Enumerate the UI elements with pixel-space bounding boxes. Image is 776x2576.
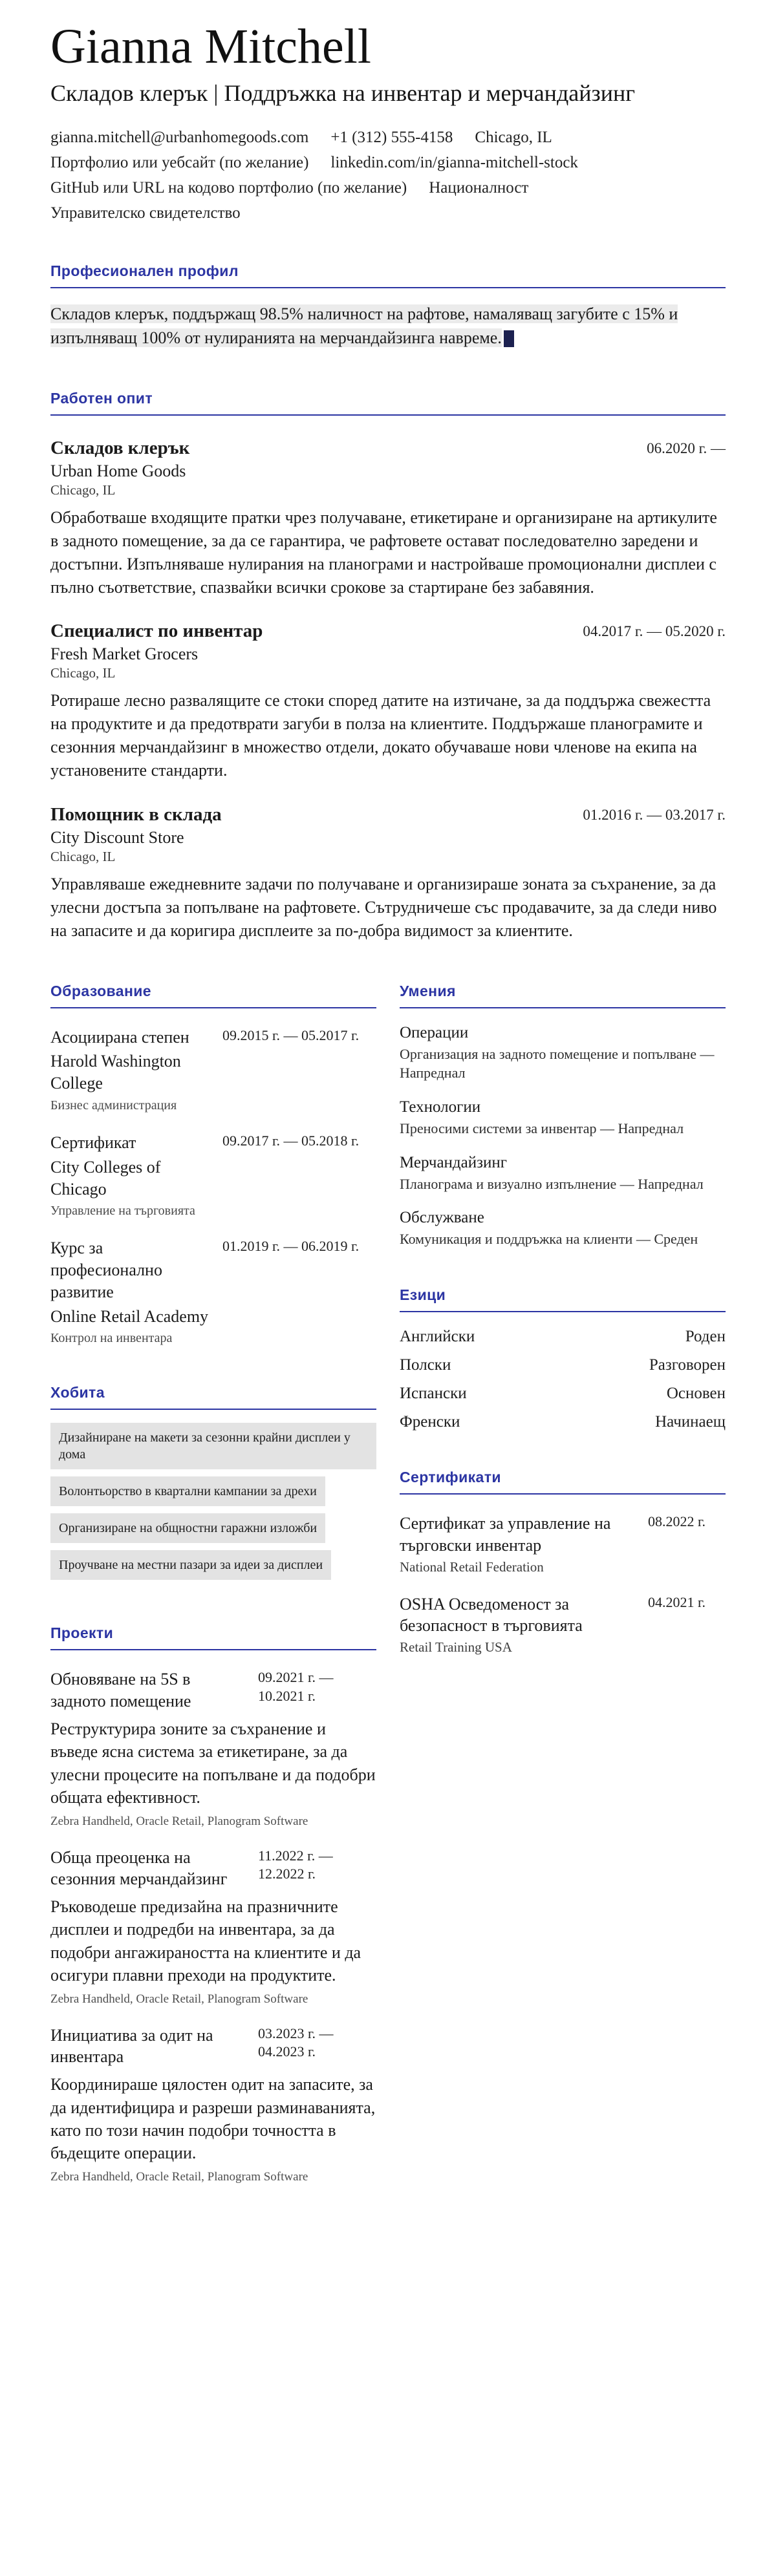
job-head: [50, 438, 726, 459]
job-dates: 01.2016 г. — 03.2017 г.: [583, 806, 726, 823]
hobbies-heading: Хобита: [50, 1384, 376, 1410]
language-name: Английски: [400, 1327, 475, 1345]
right-column: [400, 983, 726, 1656]
job-location: Chicago, IL: [50, 482, 116, 498]
language-name: Испански: [400, 1384, 467, 1402]
contact-email: gianna.mitchell@urbanhomegoods.com: [50, 129, 309, 147]
language-row: [400, 1385, 726, 1403]
person-name: Gianna Mitchell: [50, 19, 371, 74]
certification-date: 08.2022 г.: [648, 1513, 706, 1529]
language-level: Начинаещ: [655, 1412, 726, 1431]
job-location: Chicago, IL: [50, 848, 116, 864]
job-title: Складов клерък: [50, 437, 190, 458]
job-description: Обработваше входящите пратки чрез получаване, етикетиране и организиране на артикулите в задното помещение, за да се гарантира, че рафтовете остават последователно заредени и достъпни. Изпълняваше нулирания на планограми и настройваше промоционални дисплеи с пълно съответствие, спазвайки всички срокове за стартиране без забавяния.: [50, 507, 717, 597]
project-head: [50, 1668, 376, 1712]
language-level: Роден: [685, 1327, 726, 1345]
job-company: Urban Home Goods: [50, 461, 186, 480]
project-dates: 03.2023 г. — 04.2023 г.: [258, 2025, 334, 2060]
section-education: [50, 983, 376, 1347]
education-main: [50, 1132, 211, 1219]
resume-header: [50, 19, 726, 222]
job-dates: 06.2020 г. —: [647, 440, 726, 456]
certification-entry: [400, 1513, 726, 1575]
language-row: [400, 1413, 726, 1431]
job-company: City Discount Store: [50, 827, 184, 847]
section-experience: [50, 390, 726, 942]
profile-text-selected[interactable]: Складов клерък, поддържащ 98.5% наличност на рафтове, намаляващ загубите с 15% и изпълняващ 100% от нулиранията на мерчандайзинга навреме.: [50, 304, 678, 347]
language-list: [400, 1328, 726, 1431]
section-hobbies: [50, 1384, 376, 1587]
skill-entry: [400, 1154, 726, 1194]
education-degree: Курс за професионално развитие: [50, 1239, 162, 1301]
job-location: Chicago, IL: [50, 665, 116, 681]
certification-issuer: Retail Training USA: [400, 1639, 512, 1655]
language-level: Основен: [666, 1384, 726, 1402]
contact-linkedin: linkedin.com/in/gianna-mitchell-stock: [330, 154, 578, 172]
experience-heading: Работен опит: [50, 390, 726, 416]
education-degree: Асоциирана степен: [50, 1027, 189, 1047]
contact-row: [50, 179, 726, 197]
contact-location: Chicago, IL: [475, 129, 552, 147]
certification-date: 04.2021 г.: [648, 1593, 706, 1610]
skill-detail: Планограма и визуално изпълнение — Напреднал: [400, 1175, 704, 1192]
projects-heading: Проекти: [50, 1624, 376, 1650]
skill-category: Обслужване: [400, 1209, 484, 1227]
education-school: Harold Washington College: [50, 1052, 181, 1093]
contact-nationality-label: Националност: [429, 179, 529, 197]
hobby-chip: Дизайниране на макети за сезонни крайни дисплеи у дома: [50, 1423, 376, 1469]
project-head: [50, 2025, 376, 2069]
project-title: Обновяване на 5S в задното помещение: [50, 1670, 191, 1711]
job-head: [50, 621, 726, 642]
contact-portfolio-label: Портфолио или уебсайт (по желание): [50, 154, 309, 172]
education-dates: 09.2015 г. — 05.2017 г.: [222, 1027, 360, 1043]
education-entry: [50, 1132, 376, 1219]
skill-entry: [400, 1209, 726, 1249]
project-dates: 11.2022 г. — 12.2022 г.: [258, 1847, 333, 1882]
job-title: Помощник в склада: [50, 804, 222, 825]
profile-text[interactable]: [50, 303, 726, 350]
contact-phone: +1 (312) 555-4158: [330, 129, 453, 147]
profile-heading: Професионален профил: [50, 262, 726, 288]
text-cursor: [504, 330, 514, 347]
skill-entry: [400, 1098, 726, 1138]
certifications-heading: Сертификати: [400, 1469, 726, 1495]
project-entry: [50, 1668, 376, 1828]
contact-row: [50, 204, 726, 222]
hobby-list: [50, 1423, 376, 1587]
two-column-area: [50, 983, 726, 2184]
job-entry: [50, 438, 726, 599]
job-entry: [50, 621, 726, 782]
job-description: Ротираше лесно развалящите се стоки според датите на изтичане, за да поддържа свежестта на продуктите и да предотврати загуби в полза на клиентите. Поддържаше планограмите и сезонния мерчандайзинг в множество отдели, докато обучаваше нови членове на екипа на установените стандарти.: [50, 691, 711, 780]
job-entry: [50, 804, 726, 942]
skill-detail: Преносими системи за инвентар — Напреднал: [400, 1120, 684, 1136]
project-dates: 09.2021 г. — 10.2021 г.: [258, 1669, 334, 1705]
project-title: Обща преоценка на сезонния мерчандайзинг: [50, 1847, 228, 1889]
contact-github-label: GitHub или URL на кодово портфолио (по желание): [50, 179, 407, 197]
language-name: Френски: [400, 1412, 460, 1431]
section-profile: [50, 262, 726, 350]
education-main: [50, 1237, 211, 1347]
language-name: Полски: [400, 1356, 451, 1374]
skill-entry: [400, 1024, 726, 1083]
contact-block: [50, 129, 726, 222]
project-title: Инициатива за одит на инвентара: [50, 2025, 213, 2067]
job-description: Управляваше ежедневните задачи по получаване и организираше зоната за съхранение, за да улесни достъпа за попълване на рафтовете. Сътрудничеше със продавачите, за да следи ниво на запасите и да коригира дисплеите за по-добра видимост за клиентите.: [50, 874, 717, 940]
education-heading: Образование: [50, 983, 376, 1008]
person-headline: Складов клерък | Поддръжка на инвентар и мерчандайзинг: [50, 80, 636, 107]
project-tools: Zebra Handheld, Oracle Retail, Planogram Software: [50, 2169, 308, 2184]
language-row: [400, 1356, 726, 1374]
hobby-chip: Организиране на общностни гаражни изложби: [50, 1513, 325, 1543]
contact-row: [50, 129, 726, 147]
job-company: Fresh Market Grocers: [50, 644, 199, 664]
education-field: Управление на търговията: [50, 1204, 195, 1219]
education-field: Бизнес администрация: [50, 1098, 177, 1112]
section-languages: [400, 1286, 726, 1431]
job-head: [50, 804, 726, 825]
section-projects: [50, 1624, 376, 2184]
education-dates: 09.2017 г. — 05.2018 г.: [222, 1132, 360, 1149]
education-school: City Colleges of Chicago: [50, 1157, 161, 1198]
project-entry: [50, 2025, 376, 2184]
education-school: Online Retail Academy: [50, 1306, 209, 1326]
hobby-chip: Волонтьорство в квартални кампании за дрехи: [50, 1476, 325, 1506]
education-degree: Сертификат: [50, 1133, 136, 1152]
project-head: [50, 1847, 376, 1891]
hobby-chip: Проучване на местни пазари за идеи за дисплеи: [50, 1550, 331, 1580]
section-skills: [400, 983, 726, 1249]
skill-detail: Комуникация и поддръжка на клиенти — Среден: [400, 1231, 698, 1248]
skill-category: Технологии: [400, 1098, 481, 1116]
certification-entry: [400, 1593, 726, 1656]
project-tools: Zebra Handheld, Oracle Retail, Planogram Software: [50, 1992, 308, 2006]
education-entry: [50, 1027, 376, 1114]
section-certifications: [400, 1469, 726, 1655]
contact-license-label: Управителско свидетелство: [50, 204, 241, 222]
project-tools: Zebra Handheld, Oracle Retail, Planogram Software: [50, 1814, 308, 1828]
project-entry: [50, 1847, 376, 2007]
education-entry: [50, 1237, 376, 1347]
skills-heading: Умения: [400, 983, 726, 1008]
project-description: Реструктурира зоните за съхранение и въведе ясна система за етикетиране, за да улесни процесите на попълване и да подобри общата ефективност.: [50, 1719, 376, 1807]
education-field: Контрол на инвентара: [50, 1331, 173, 1346]
education-main: [50, 1027, 211, 1114]
language-row: [400, 1328, 726, 1346]
certification-issuer: National Retail Federation: [400, 1559, 544, 1575]
certification-title: Сертификат за управление на търговски инвентар: [400, 1513, 611, 1555]
project-description: Координираше цялостен одит на запасите, за да идентифицира и разреши разминаванията, като по този начин подобри точността в бъдещите операции.: [50, 2075, 376, 2163]
project-description: Ръководеше предизайна на празничните дисплеи и подредби на инвентара, за да подобри ангажираността на клиентите и да осигури плавни преходи на продуктите.: [50, 1897, 361, 1985]
job-title: Специалист по инвентар: [50, 621, 263, 642]
certification-title: OSHA Осведоменост за безопасност в търговията: [400, 1594, 583, 1635]
skill-category: Мерчандайзинг: [400, 1153, 508, 1171]
language-level: Разговорен: [649, 1356, 726, 1374]
job-dates: 04.2017 г. — 05.2020 г.: [583, 623, 726, 640]
languages-heading: Езици: [400, 1286, 726, 1312]
contact-row: [50, 154, 726, 172]
education-dates: 01.2019 г. — 06.2019 г.: [222, 1238, 360, 1255]
skill-category: Операции: [400, 1023, 469, 1041]
skill-detail: Организация на задното помещение и попълване — Напреднал: [400, 1045, 715, 1081]
left-column: [50, 983, 376, 2184]
